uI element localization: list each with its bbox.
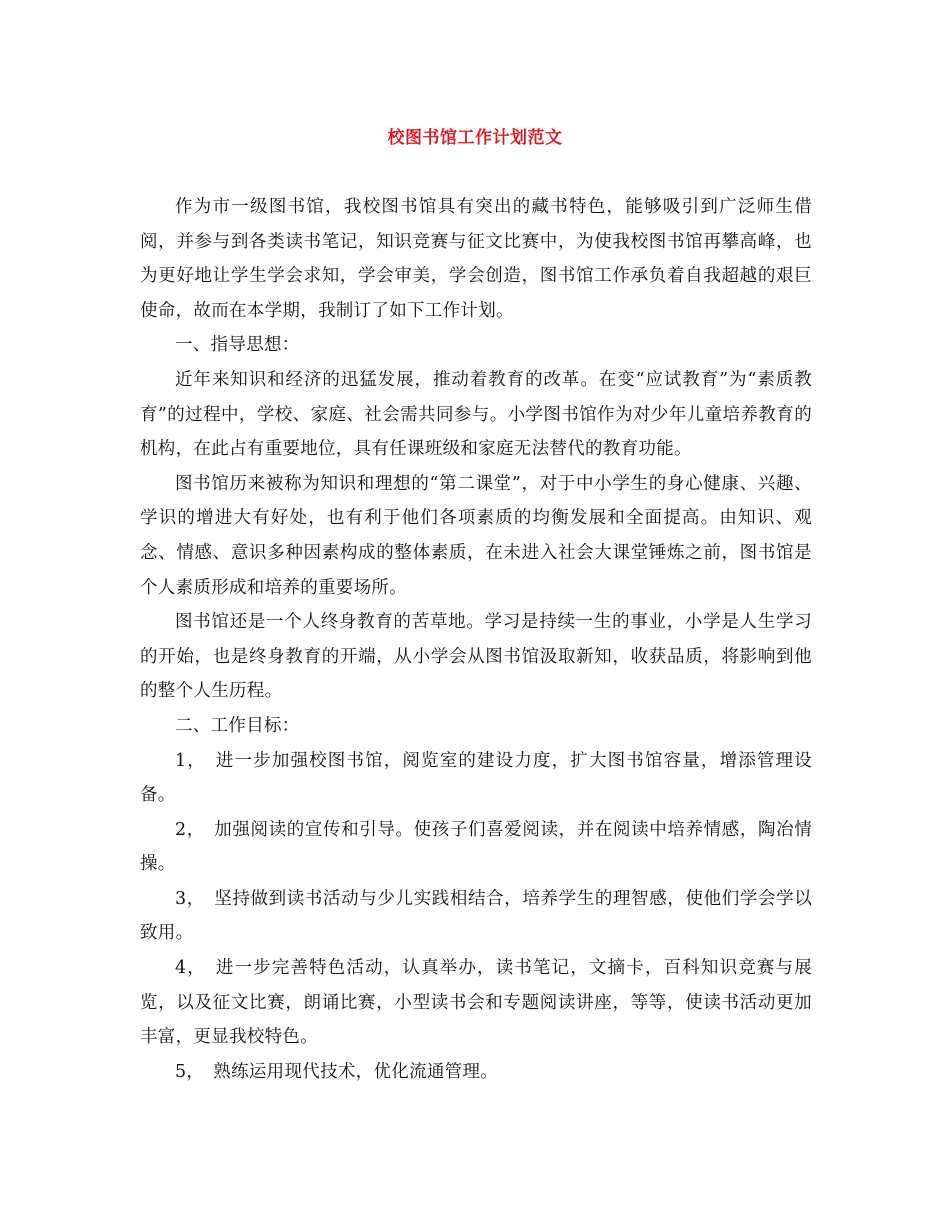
intro-paragraph: 作为市一级图书馆，我校图书馆具有突出的藏书特色，能够吸引到广泛师生借阅，并参与到各类读书笔记，知识竞赛与征文比赛中，为使我校图书馆再攀高峰，也为更好地让学生学会求知，学会审美，学会创造，图书馆工作承负着自我超越的艰巨使命，故而在本学期，我制订了如下工作计划。 [140,197,812,321]
goal-item: 1， 进一步加强校图书馆，阅览室的建设力度，扩大图书馆容量，增添管理设备。 [140,750,812,806]
paragraph: 图书馆还是一个人终身教育的苦草地。学习是持续一生的事业，小学是人生学习的开始，也是终身教育的开端，从小学会从图书馆汲取新知，收获品质，将影响到他的整个人生历程。 [140,612,812,702]
goal-item: 2， 加强阅读的宣传和引导。使孩子们喜爱阅读，并在阅读中培养情感，陶冶情操。 [140,819,812,875]
document-body [140,190,812,1089]
paragraph: 图书馆历来被称为知识和理想的“第二课堂”，对于中小学生的身心健康、兴趣、学识的增进大有好处，也有利于他们各项素质的均衡发展和全面提高。由知识、观念、情感、意识多种因素构成的整体素质，在未进入社会大课堂锤炼之前，图书馆是个人素质形成和培养的重要场所。 [140,473,812,598]
section-heading-guiding-ideology: 一、指导思想： [175,335,300,356]
goal-item: 5， 熟练运用现代技术，优化流通管理。 [175,1061,499,1082]
goal-item: 4， 进一步完善特色活动，认真举办，读书笔记，文摘卡，百科知识竞赛与展览，以及征文比赛，朗诵比赛，小型读书会和专题阅读讲座，等等，使读书活动更加丰富，更显我校特色。 [140,958,812,1048]
paragraph: 近年来知识和经济的迅猛发展，推动着教育的改革。在变“应试教育”为“素质教育”的过程中，学校、家庭、社会需共同参与。小学图书馆作为对少年儿童培养教育的机构，在此占有重要地位，具有任课班级和家庭无法替代的教育功能。 [140,369,812,460]
document-title: 校图书馆工作计划范文 [387,128,563,148]
goal-item: 3， 坚持做到读书活动与少儿实践相结合，培养学生的理智感，使他们学会学以致用。 [140,888,812,944]
section-heading-work-goals: 二、工作目标： [175,715,300,736]
